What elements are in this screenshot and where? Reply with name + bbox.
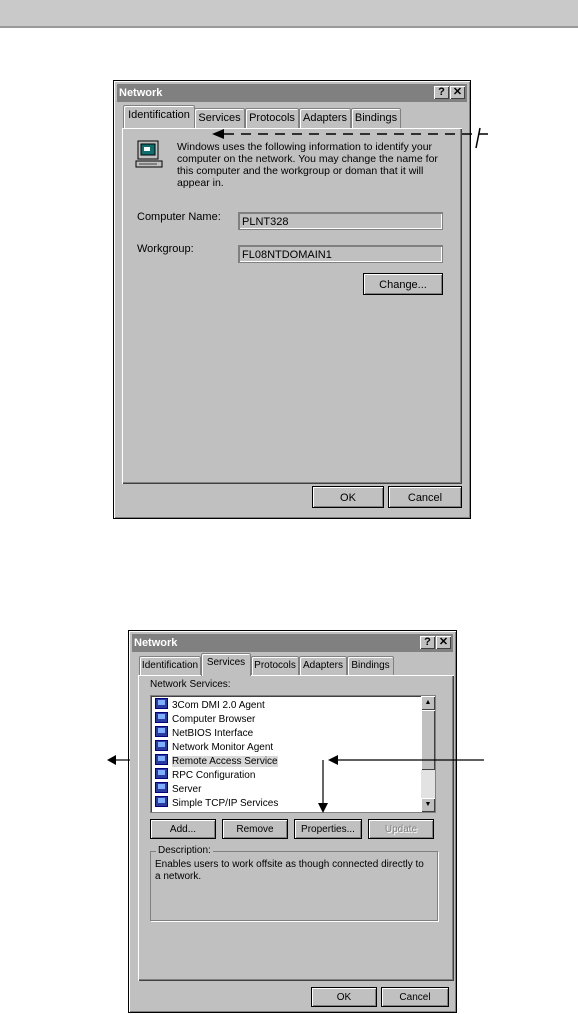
description-label: Description:: [158, 845, 211, 856]
tab-protocols[interactable]: Protocols: [245, 108, 299, 128]
network-dialog-services: [128, 630, 457, 1013]
computer-icon: [155, 698, 168, 709]
remove-button[interactable]: Remove: [222, 819, 288, 839]
help-button[interactable]: ?: [434, 86, 449, 99]
identification-info-text: Windows uses the following information to identify your computer on the network. You may change the name for this computer and the workgroup or doman that it will appear in.: [177, 141, 438, 189]
tab-services[interactable]: Services: [201, 653, 251, 676]
computer-icon: [135, 139, 169, 173]
properties-button[interactable]: Properties...: [294, 819, 362, 839]
list-item[interactable]: Simple TCP/IP Services: [155, 796, 278, 810]
window-title: Network: [119, 87, 163, 99]
description-text: Enables users to work offsite as though connected directly to a network.: [155, 859, 424, 882]
change-button[interactable]: [363, 273, 443, 295]
tab-panel: [138, 675, 454, 981]
tab-protocols[interactable]: Protocols: [251, 656, 299, 676]
ok-button[interactable]: OK: [312, 486, 384, 508]
computer-name-label: Computer Name:: [137, 211, 221, 223]
list-item[interactable]: Server: [155, 782, 201, 796]
list-item[interactable]: NetBIOS Interface: [155, 726, 253, 740]
tab-bindings[interactable]: Bindings: [351, 108, 401, 128]
tab-identification[interactable]: Identification: [123, 105, 195, 128]
computer-icon: [155, 782, 168, 793]
list-item[interactable]: Computer Browser: [155, 712, 255, 726]
window-title: Network: [134, 637, 178, 649]
list-item[interactable]: RPC Configuration: [155, 768, 255, 782]
tab-bindings[interactable]: Bindings: [347, 656, 394, 676]
tab-identification[interactable]: Identification: [139, 656, 201, 676]
computer-icon: [155, 754, 168, 765]
callout-arrow-services-left: [106, 752, 132, 768]
title-bar: [132, 634, 453, 652]
computer-name-field[interactable]: PLNT328: [238, 212, 443, 230]
list-item-selected[interactable]: Remote Access Service: [155, 754, 278, 768]
computer-icon: [155, 726, 168, 737]
workgroup-field[interactable]: FL08NTDOMAIN1: [238, 245, 443, 263]
list-item[interactable]: 3Com DMI 2.0 Agent: [155, 698, 265, 712]
title-bar: [117, 84, 467, 102]
update-button[interactable]: Update: [368, 819, 434, 839]
ok-button[interactable]: OK: [311, 987, 377, 1007]
tab-panel: [122, 128, 462, 484]
computer-icon: [155, 740, 168, 751]
cancel-button[interactable]: Cancel: [388, 486, 462, 508]
network-services-label: Network Services:: [150, 679, 231, 690]
computer-icon: [155, 712, 168, 723]
help-button[interactable]: ?: [420, 636, 435, 649]
computer-icon: [155, 768, 168, 779]
cancel-button[interactable]: Cancel: [381, 987, 449, 1007]
add-button[interactable]: Add...: [150, 819, 216, 839]
workgroup-label: Workgroup:: [137, 243, 194, 255]
page-header-bar: [0, 0, 578, 28]
close-button[interactable]: ✕: [436, 636, 451, 649]
tab-adapters[interactable]: Adapters: [299, 656, 347, 676]
change-button-label: Change...: [379, 279, 427, 291]
tab-adapters[interactable]: Adapters: [299, 108, 351, 128]
scroll-down-arrow-icon[interactable]: ▼: [421, 798, 435, 812]
list-item[interactable]: Network Monitor Agent: [155, 740, 273, 754]
computer-icon: [155, 796, 168, 807]
close-button[interactable]: ✕: [450, 86, 465, 99]
scroll-up-arrow-icon[interactable]: ▲: [421, 696, 435, 710]
callout-arrow-properties: [316, 752, 486, 814]
callout-arrow-identification: [210, 120, 490, 150]
tab-services[interactable]: Services: [194, 108, 245, 128]
